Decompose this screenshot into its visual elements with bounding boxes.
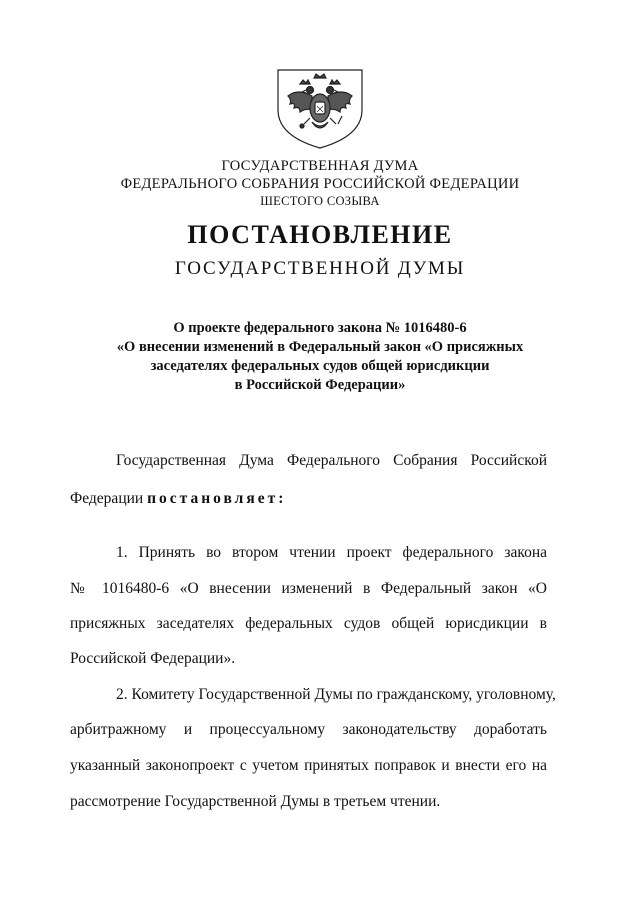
paragraph-1-line: присяжных заседателях федеральных судов общей юрисдикции в — [70, 615, 547, 632]
convocation: ШЕСТОГО СОЗЫВА — [260, 194, 380, 208]
institution-full-name: ФЕДЕРАЛЬНОГО СОБРАНИЯ РОССИЙСКОЙ ФЕДЕРАЦИИ — [120, 176, 520, 192]
paragraph-2-line: рассмотрение Государственной Думы в третьем чтении. — [70, 793, 441, 810]
paragraph-1-line: № 1016480-6 «О внесении изменений в Федеральный закон «О — [70, 580, 547, 597]
paragraph-2-line: 2. Комитету Государственной Думы по гражданскому, уголовному, — [116, 686, 556, 703]
paragraph-1-line: 1. Принять во втором чтении проект федерального закона — [116, 544, 547, 561]
institution-name: ГОСУДАРСТВЕННАЯ ДУМА — [221, 158, 419, 174]
paragraph-1-line: Российской Федерации». — [70, 650, 236, 667]
state-emblem-icon — [272, 66, 368, 150]
bill-title-line: заседателях федеральных судов общей юрисдикции — [150, 358, 490, 374]
decision-verb: постановляет: — [147, 490, 287, 507]
preamble-line — [70, 490, 286, 508]
document-type-subtitle: ГОСУДАРСТВЕННОЙ ДУМЫ — [174, 258, 466, 279]
preamble-line: Государственная Дума Федерального Собрания Российской — [116, 452, 547, 469]
bill-title-line: в Российской Федерации» — [234, 377, 406, 393]
preamble-prefix: Федерации — [70, 490, 148, 507]
document-type-title: ПОСТАНОВЛЕНИЕ — [187, 220, 453, 249]
bill-title-line: О проекте федерального закона № 1016480-6 — [173, 320, 467, 336]
paragraph-2-line: указанный законопроект с учетом принятых поправок и внести его на — [70, 757, 547, 774]
paragraph-2-line: арбитражному и процессуальному законодательству доработать — [70, 721, 547, 738]
bill-title-line: «О внесении изменений в Федеральный закон «О присяжных — [116, 339, 524, 355]
